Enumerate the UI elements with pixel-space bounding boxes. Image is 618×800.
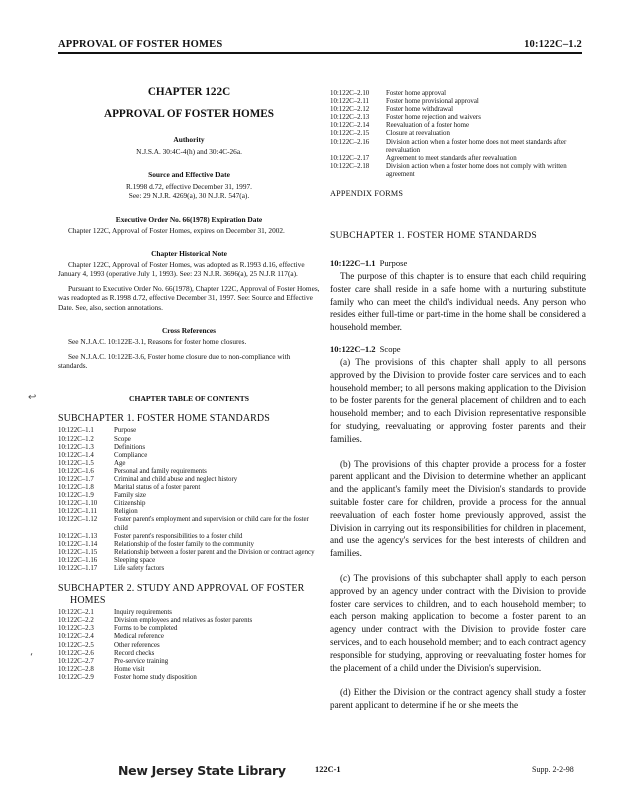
section-1-2-number: 10:122C–1.2 [330,344,376,355]
toc-entry [58,666,320,674]
toc-entry-number: 10:122C–2.9 [58,673,94,681]
toc-entry [58,557,320,565]
toc-entry-title: Religion [114,508,138,516]
section-1-2-para-d: (d) Either the Division or the contract agency shall study a foster parent applicant to determine if he or she meets the [330,687,586,711]
toc-entry [330,130,586,138]
toc-heading: CHAPTER TABLE OF CONTENTS [129,394,249,404]
toc-entry-title: Relationship of the foster family to the community [114,540,254,548]
history-heading: Chapter Historical Note [151,248,227,258]
history-text-2: Pursuant to Executive Order No. 66(1978), Chapter 122C, Approval of Foster Homes, was readopted as R.1998 d.72, effective December 31, 1997. See: Source and Effective Date. See, also, section annotations. [58,284,320,312]
toc-entry-number: 10:122C–2.18 [330,162,370,170]
section-1-2-title: Scope [379,344,401,355]
toc-entry [330,139,586,155]
toc-entry-number: 10:122C–2.14 [330,122,370,130]
toc-entry [58,633,320,641]
toc-entry-title: Age [114,459,126,467]
toc-entry [58,427,320,435]
toc-entry-title: Division action when a foster home does not meet standards after reevaluation [386,138,567,154]
subchapter-2-toc [58,609,320,682]
subchapter-2-toc-continued [330,90,586,179]
toc-entry-number: 10:122C–2.10 [330,90,370,97]
toc-entry-title: Foster home provisional approval [386,98,479,106]
subchapter-2-title [58,583,320,607]
toc-entry [58,444,320,452]
header-title: APPROVAL OF FOSTER HOMES [58,39,223,50]
toc-entry-title: Definitions [114,443,146,451]
toc-entry-number: 10:122C–2.1 [58,609,94,617]
toc-entry-number: 10:122C–1.3 [58,443,94,451]
chapter-title: APPROVAL OF FOSTER HOMES [103,108,274,120]
toc-entry-title: Personal and family requirements [114,467,207,475]
toc-entry-title: Scope [114,435,131,443]
toc-entry [330,90,586,98]
toc-entry [58,625,320,633]
toc-entry-title: Home visit [114,665,145,673]
cross-ref-heading: Cross References [161,325,217,335]
toc-entry-title: Foster parent's responsibilities to a foster child [114,532,243,540]
toc-entry-title: Family size [114,492,146,500]
toc-entry-title: Agreement to meet standards after reevaluation [386,154,517,162]
subchapter-1-heading: SUBCHAPTER 1. FOSTER HOME STANDARDS [330,230,537,242]
toc-entry [58,508,320,516]
toc-entry-title: Sleeping space [114,556,156,564]
toc-entry-number: 10:122C–2.13 [330,114,370,122]
toc-entry-number: 10:122C–2.12 [330,106,370,114]
toc-entry [58,476,320,484]
toc-entry-number: 10:122C–1.8 [58,484,94,492]
toc-entry-title: Foster home rejection and waivers [386,114,481,122]
toc-entry-title: Foster parent's employment and supervision or child care for the foster child [114,516,309,532]
toc-entry-title: Relationship between a foster parent and the Division or contract agency [114,548,315,556]
cross-ref-text-2: See N.J.A.C. 10:122E-3.6, Foster home closure due to non-compliance with standards. [58,352,291,371]
toc-entry-number: 10:122C–2.2 [58,617,94,625]
toc-entry [58,533,320,541]
toc-entry [58,492,320,500]
toc-entry [58,674,320,682]
toc-entry-title: Forms to be completed [114,625,178,633]
toc-entry-number: 10:122C–1.14 [58,540,98,548]
subchapter-2-title-line-1: SUBCHAPTER 2. STUDY AND APPROVAL OF FOSTER [58,583,305,595]
source-heading: Source and Effective Date [148,170,230,180]
toc-entry [330,122,586,130]
toc-entry-number: 10:122C–1.10 [58,500,98,508]
toc-entry [58,549,320,557]
toc-entry-number: 10:122C–1.11 [58,508,97,516]
toc-entry-number: 10:122C–2.8 [58,665,94,673]
toc-entry [58,436,320,444]
toc-entry-number: 10:122C–1.16 [58,556,98,564]
page-number: 122C-1 [315,765,341,774]
toc-entry-number: 10:122C–1.9 [58,492,94,500]
exec-order-text: Chapter 122C, Approval of Foster Homes, expires on December 31, 2002. [68,225,285,235]
toc-entry-number: 10:122C–2.11 [330,98,369,106]
toc-entry-number: 10:122C–2.15 [330,130,370,138]
toc-entry [330,114,586,122]
appendix-forms: APPENDIX FORMS [330,189,404,199]
toc-entry-title: Reevaluation of a foster home [386,122,470,130]
toc-entry-title: Foster home approval [386,90,447,97]
page-footer [0,760,618,780]
toc-entry-number: 10:122C–2.7 [58,657,94,665]
section-1-1-title: Purpose [379,258,408,269]
toc-entry-title: Foster home study disposition [114,673,197,681]
supplement-date: Supp. 2-2-98 [532,765,574,774]
toc-entry [58,468,320,476]
toc-entry-title: Division action when a foster home does not comply with written agreement [386,162,567,178]
section-1-2-para-a: (a) The provisions of this chapter shall apply to all persons approved by the Division to provide foster care services and to each household member; to all persons making application to the Division to be foster parents for the general placement of children and to each household member; and to each Division representative responsible for studying, reevaluating or approving foster parents and their families. [330,357,586,444]
authority-heading: Authority [173,135,205,144]
toc-entry-title: Medical reference [114,633,164,641]
toc-entry-number: 10:122C–1.4 [58,451,94,459]
toc-entry-title: Marital status of a foster parent [114,484,201,492]
toc-entry-number: 10:122C–1.15 [58,548,98,556]
toc-entry [330,163,586,179]
toc-entry-title: Pre-service training [114,657,169,665]
toc-entry-number: 10:122C–2.3 [58,625,94,633]
toc-entry [58,516,320,532]
toc-entry-number: 10:122C–1.17 [58,565,98,573]
toc-entry-number: 10:122C–1.6 [58,467,94,475]
library-stamp: New Jersey State Library [118,763,286,778]
toc-entry [58,541,320,549]
header-section: 10:122C–1.2 [524,39,582,50]
chapter-number: CHAPTER 122C [147,86,231,98]
left-column [58,86,320,682]
toc-entry-number: 10:122C–2.16 [330,138,370,146]
section-1-2-heading [330,344,586,354]
history-text-1: Chapter 122C, Approval of Foster Homes, was adopted as R.1993 d.16, effective January 4, 1993 (operative July 1, 1993). See: 23 N.J.R. 3696(a), 25 N.J.R 117(a). [58,259,305,279]
subchapter-2-title-line-2: HOMES [70,595,106,607]
toc-entry [58,642,320,650]
section-1-1-heading [330,258,586,268]
toc-entry-title: Foster home withdrawal [386,106,453,114]
toc-entry-number: 10:122C–2.6 [58,649,94,657]
toc-entry-title: Other references [114,641,160,649]
toc-entry-title: Citizenship [114,500,146,508]
subchapter-1-title: SUBCHAPTER 1. FOSTER HOME STANDARDS [58,413,270,425]
toc-entry [58,609,320,617]
toc-entry-number: 10:122C–2.4 [58,633,94,641]
toc-entry-number: 10:122C–2.5 [58,641,94,649]
cross-ref-text-1: See N.J.A.C. 10:122E-3.1, Reasons for foster home closures. [68,336,247,346]
margin-mark: ↩ [28,392,37,403]
toc-entry-title: Division employees and relatives as foster parents [114,617,253,625]
toc-entry-title: Life safety factors [114,565,165,573]
toc-entry-number: 10:122C–1.1 [58,427,94,435]
exec-order-heading: Executive Order No. 66(1978) Expiration Date [115,214,263,224]
running-header [58,30,582,54]
toc-entry [58,460,320,468]
source-line-1: R.1998 d.72, effective December 31, 1997. [126,182,252,192]
toc-entry-title: Closure at reevaluation [386,130,450,138]
toc-entry [58,658,320,666]
toc-entry-number: 10:122C–1.12 [58,516,98,524]
toc-entry [330,106,586,114]
toc-entry-number: 10:122C–2.17 [330,154,370,162]
toc-entry [58,617,320,625]
toc-entry [330,98,586,106]
toc-entry [58,484,320,492]
toc-entry-title: Record checks [114,649,155,657]
toc-entry-number: 10:122C–1.7 [58,476,94,483]
toc-entry [58,565,320,573]
section-1-1-number: 10:122C–1.1 [330,258,376,269]
toc-entry [58,452,320,460]
toc-entry [330,155,586,163]
authority-text: N.J.S.A. 30:4C-4(h) and 30:4C-26a. [136,147,242,156]
toc-entry [58,650,320,658]
toc-entry-title: Criminal and child abuse and neglect history [114,476,238,483]
section-1-2-para-b: (b) The provisions of this chapter provide a process for a foster parent applicant and the Division to determine whether an applicant and the applicant's family meet the Division's standards to provide suitable foster care for children, provide a process for the annual reevaluation of each foster home previously approved, assist the Division in carrying out its responsibilities for children in placement, and use the agency's services for the best interests of children and families. [330,458,586,559]
right-column [330,88,586,712]
toc-entry [58,500,320,508]
toc-entry-number: 10:122C–1.2 [58,435,94,443]
source-line-2: See: 29 N.J.R. 4269(a), 30 N.J.R. 547(a). [128,191,250,201]
section-1-1-text: The purpose of this chapter is to ensure that each child requiring foster care shall reside in a safe home with a nurturing substitute family who can meet the child's individual needs. Any person who resides either full-time or part-time in the home shall be considered a household member. [330,271,586,333]
toc-entry-title: Purpose [114,427,137,435]
margin-mark: ‘ [30,652,34,663]
toc-entry-title: Inquiry requirements [114,609,172,617]
toc-entry-title: Compliance [114,451,148,459]
subchapter-1-toc [58,427,320,573]
toc-entry-number: 10:122C–1.13 [58,532,98,540]
section-1-2-para-c: (c) The provisions of this subchapter shall apply to each person approved by an agency under contract with the Division to provide foster care services to children, and to each household member; to each person making application to become a foster parent to an agency under contract with the Division to provide foster care services, and to each household member; and to each contract agency responsible for studying, approving or reevaluating foster homes for the placement of a child under the Division's supervision. [330,572,586,673]
toc-entry-number: 10:122C–1.5 [58,459,94,467]
